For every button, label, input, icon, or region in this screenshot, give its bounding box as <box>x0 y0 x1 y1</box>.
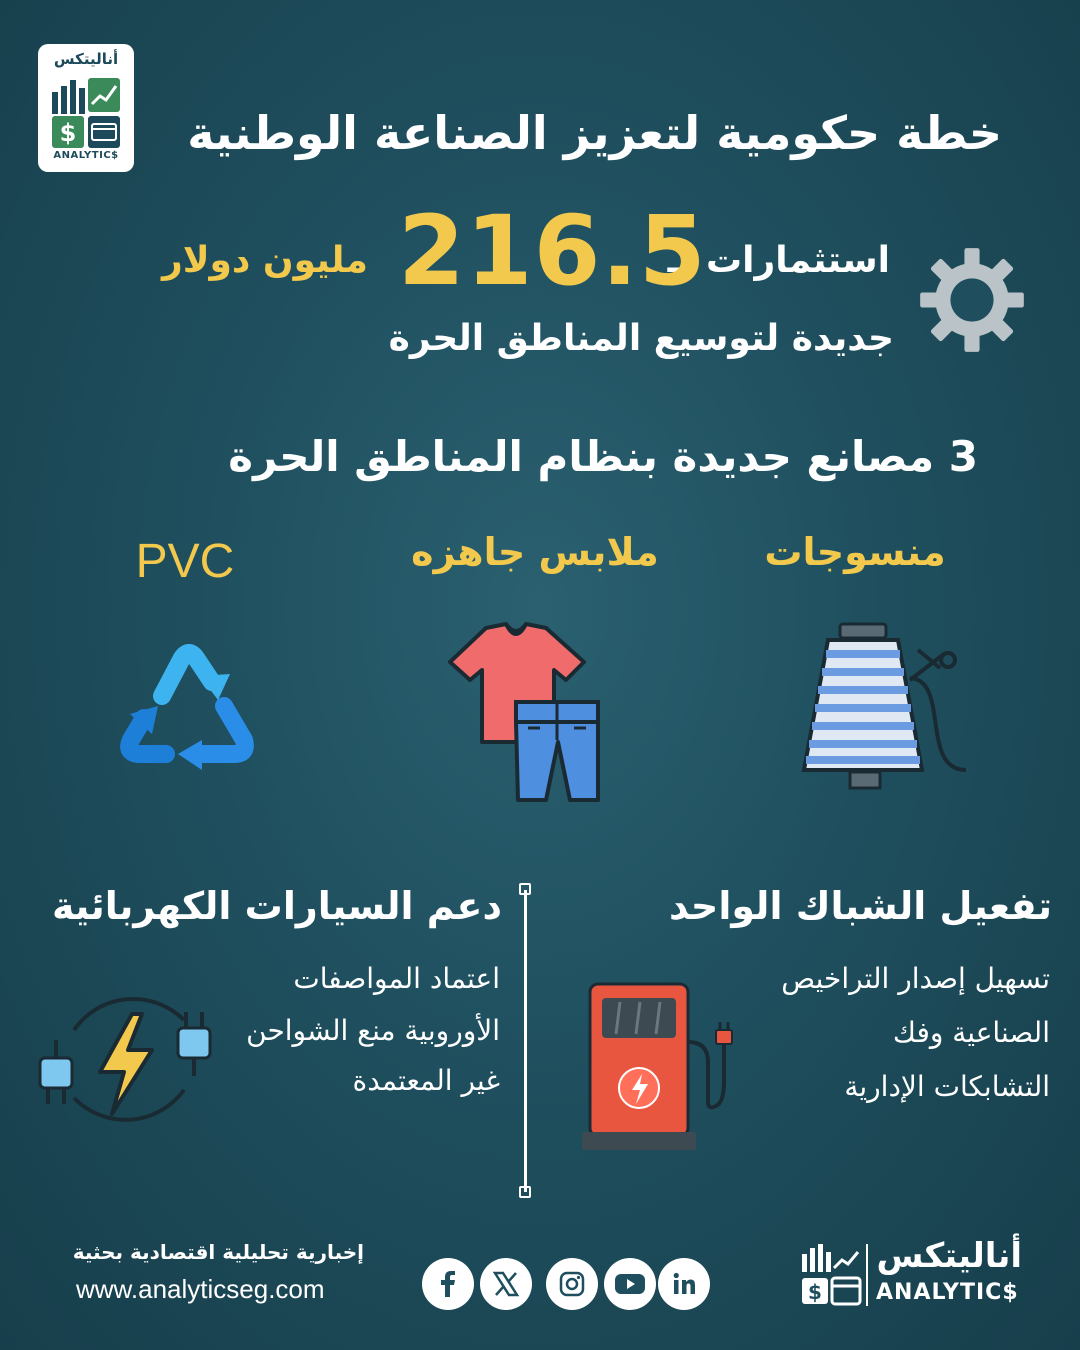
investment-unit: مليون دولار <box>162 240 368 281</box>
ev-support-title: دعم السيارات الكهربائية <box>51 884 502 928</box>
one-window-title: تفعيل الشباك الواحد <box>668 884 1052 928</box>
investment-amount: 216.5 <box>398 195 707 307</box>
svg-text:$: $ <box>808 1280 822 1304</box>
investment-subtitle: جديدة لتوسيع المناطق الحرة <box>388 318 894 359</box>
ev-support-line-3: غير المعتمدة <box>352 1064 500 1097</box>
logo-english-text: ANALYTIC$ <box>53 150 119 161</box>
instagram-icon[interactable] <box>546 1258 598 1310</box>
one-window-line-2: الصناعية وفك <box>892 1016 1050 1049</box>
divider-bottom-cap <box>519 1186 531 1198</box>
divider-top-cap <box>519 883 531 895</box>
page-title: خطة حكومية لتعزيز الصناعة الوطنية <box>187 106 1002 160</box>
svg-text:$: $ <box>59 119 77 147</box>
footer-tagline: إخبارية تحليلية اقتصادية بحثية <box>72 1240 364 1264</box>
one-window-line-3: التشابكات الإدارية <box>844 1070 1050 1103</box>
gear-icon <box>918 246 1026 354</box>
investment-label: استثمارات بـ <box>667 240 890 281</box>
ev-support-line-2: الأوروبية منع الشواحن <box>246 1014 500 1047</box>
category-textiles: منسوجات <box>764 530 946 574</box>
ev-support-line-1: اعتماد المواصفات <box>293 962 500 995</box>
logo-arabic-text: أناليتكس <box>53 50 119 68</box>
linkedin-icon[interactable] <box>658 1258 710 1310</box>
brand-arabic: أناليتكس <box>876 1236 1022 1276</box>
facebook-icon[interactable] <box>422 1258 474 1310</box>
brand-separator <box>866 1244 868 1306</box>
charging-station-icon <box>580 982 740 1154</box>
logo-mark-icon <box>48 74 124 150</box>
x-icon[interactable] <box>480 1258 532 1310</box>
one-window-line-1: تسهيل إصدار التراخيص <box>781 962 1050 995</box>
logo <box>38 44 134 172</box>
section-divider <box>524 890 527 1192</box>
brand-mark-icon <box>800 1244 862 1306</box>
category-pvc: PVC <box>135 535 235 588</box>
recycle-icon <box>112 636 266 776</box>
thread-spool-icon <box>800 620 970 800</box>
brand-english: ANALYTIC$ <box>876 1280 1019 1305</box>
category-ready-clothes: ملابس جاهزه <box>411 530 659 574</box>
factories-heading: 3 مصانع جديدة بنظام المناطق الحرة <box>228 432 978 481</box>
clothes-icon <box>444 622 606 804</box>
electric-plug-icon <box>34 980 224 1140</box>
youtube-icon[interactable] <box>604 1258 656 1310</box>
website-link[interactable]: www.analyticseg.com <box>76 1274 325 1304</box>
